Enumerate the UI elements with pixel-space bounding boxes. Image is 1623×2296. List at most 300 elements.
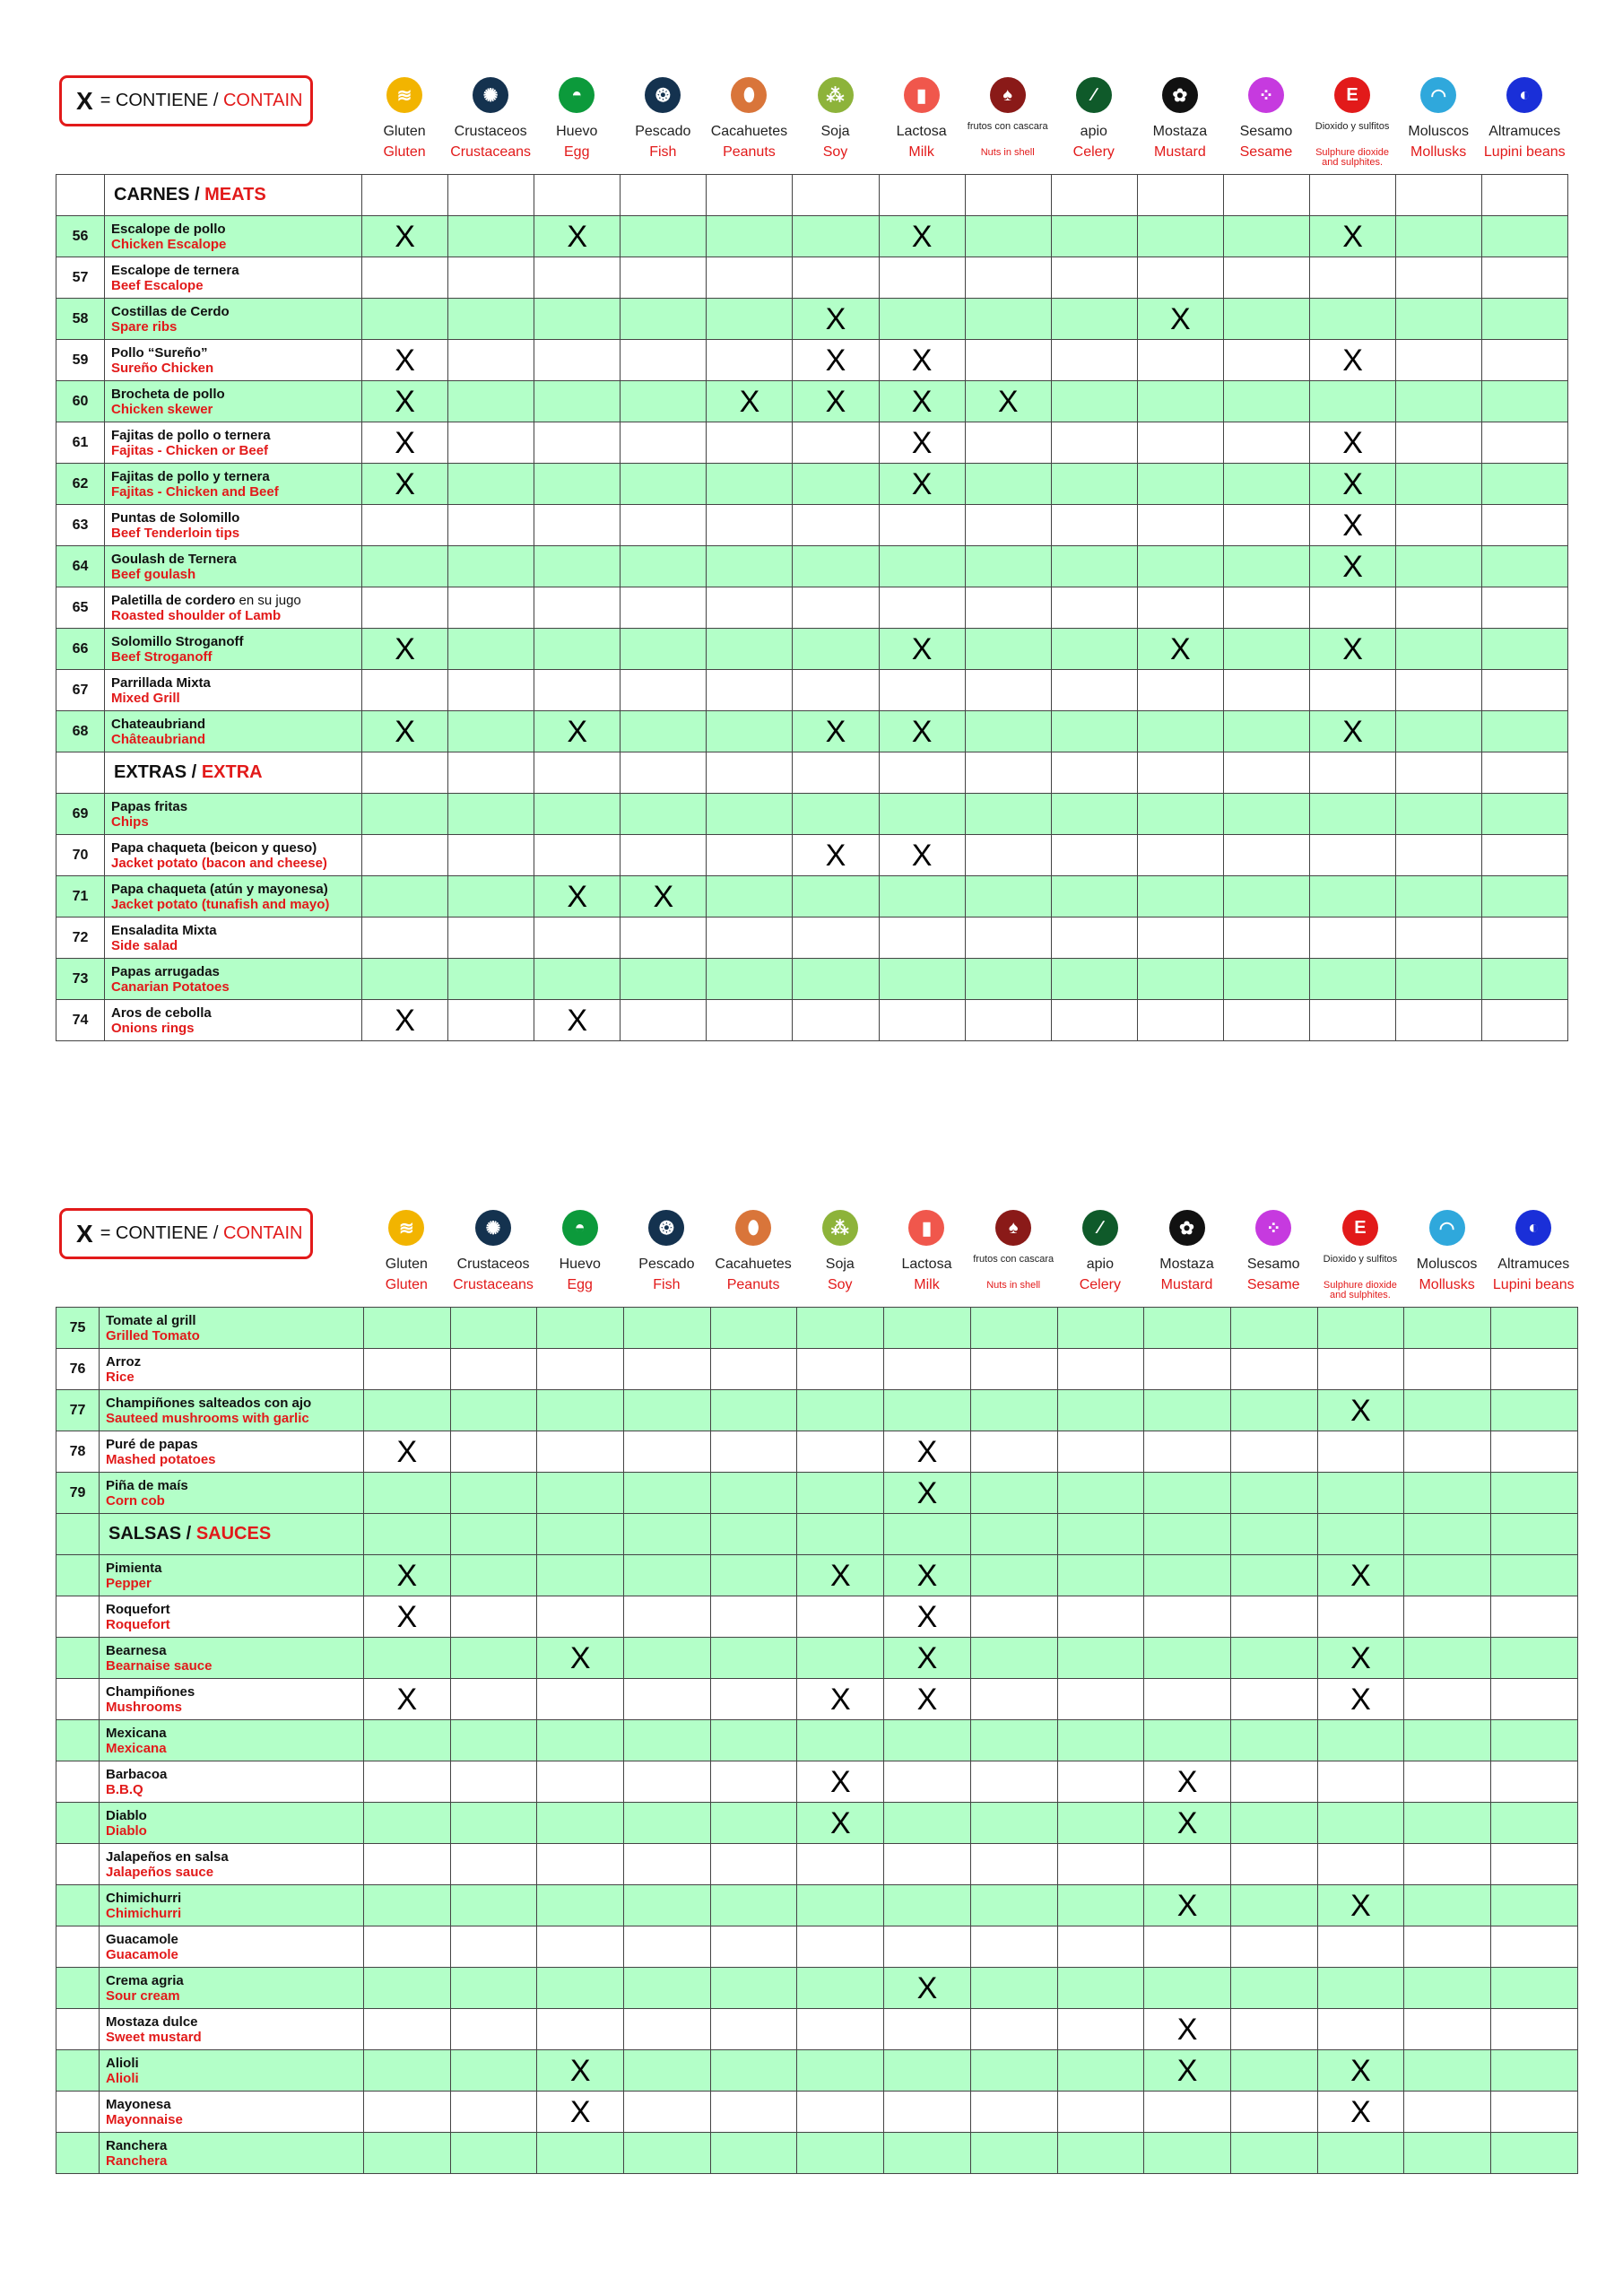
allergen-cell [534, 670, 621, 711]
allergen-cell [1051, 711, 1137, 752]
section-title-en: EXTRA [201, 762, 263, 782]
dish-name-es [106, 1478, 363, 1493]
allergen-cell [1490, 1390, 1577, 1431]
dish-name-es [106, 1354, 363, 1370]
allergen-cell [1230, 1349, 1317, 1390]
allergen-name-en: Mustard [1153, 144, 1206, 160]
allergen-cell [797, 1431, 884, 1473]
allergen-cell [624, 1473, 711, 1514]
allergen-cell [970, 1679, 1057, 1720]
contains-mark: X [884, 1638, 971, 1679]
contains-mark: X [362, 422, 448, 464]
allergen-cell [364, 1473, 451, 1514]
contains-mark: X [793, 711, 879, 752]
allergen-cell [1051, 587, 1137, 629]
row-number: 58 [56, 299, 105, 340]
allergen-cell [710, 1349, 797, 1390]
dish-name [100, 1926, 364, 1968]
allergen-cell [710, 1431, 797, 1473]
allergen-name-en: Milk [914, 1277, 940, 1292]
allergen-cell [450, 2133, 537, 2174]
allergen-cell [1223, 422, 1309, 464]
section-title-es: CARNES / [114, 185, 200, 204]
allergen-cell [450, 1968, 537, 2009]
dish-name-en: Fajitas - Chicken and Beef [111, 483, 279, 500]
allergen-cell [965, 752, 1051, 794]
allergen-cell [624, 2092, 711, 2133]
dish-name [100, 1679, 364, 1720]
allergen-cell [1144, 1844, 1231, 1885]
allergen-cell [450, 1638, 537, 1679]
allergen-cell [970, 2009, 1057, 2050]
allergen-cell [965, 1000, 1051, 1041]
allergen-column-celery [1057, 1208, 1144, 1307]
allergen-cell [448, 959, 534, 1000]
allergen-cell [1490, 2133, 1577, 2174]
allergen-cell [450, 1761, 537, 1803]
soy-icon: ⁂ [822, 1210, 858, 1246]
row-number [56, 1514, 100, 1555]
contains-mark: X [879, 711, 965, 752]
allergen-column-celery [1051, 75, 1137, 174]
allergen-cell [1144, 1926, 1231, 1968]
allergen-cell [448, 299, 534, 340]
allergen-name-es: Altramuces [1497, 1257, 1570, 1272]
allergen-cell [970, 1968, 1057, 2009]
allergen-cell [1310, 752, 1396, 794]
sheet-header [56, 75, 1567, 174]
allergen-cell [1310, 257, 1396, 299]
dish-name-es-text: Brocheta de pollo [111, 386, 225, 402]
allergen-cell [1057, 1308, 1144, 1349]
dish-name-en: Chimichurri [106, 1905, 182, 1921]
allergen-cell [1057, 1514, 1144, 1555]
allergen-cell [1310, 175, 1396, 216]
contains-mark: X [965, 381, 1051, 422]
row-number: 64 [56, 546, 105, 587]
allergen-cell [1057, 1596, 1144, 1638]
dish-name [100, 1761, 364, 1803]
allergen-cell [1144, 1473, 1231, 1514]
dish-name-es [106, 1437, 363, 1452]
allergen-cell [710, 1803, 797, 1844]
sheet-header [56, 1208, 1577, 1307]
allergen-cell [1057, 1926, 1144, 1968]
contains-mark: X [364, 1555, 451, 1596]
table-row [56, 257, 1568, 299]
allergen-cell [707, 752, 793, 794]
dish-name-es [111, 634, 361, 649]
allergen-cell [1057, 1844, 1144, 1885]
dish-name-en: Chicken skewer [111, 401, 213, 417]
allergen-cell [1396, 422, 1482, 464]
allergen-column-nuts-in-shell [965, 75, 1051, 174]
allergen-cell [1051, 959, 1137, 1000]
allergen-cell [1490, 1308, 1577, 1349]
allergen-cell [364, 1390, 451, 1431]
table-row [56, 629, 1568, 670]
allergen-cell [710, 1720, 797, 1761]
dish-name-es [111, 263, 361, 278]
allergen-cell [793, 1000, 879, 1041]
allergen-cell [797, 1968, 884, 2009]
dish-name [100, 1968, 364, 2009]
allergen-cell [1057, 2050, 1144, 2092]
row-number [56, 2092, 100, 2133]
contains-mark: X [362, 1000, 448, 1041]
table-row [56, 1803, 1578, 1844]
dish-name-es-text: Fajitas de pollo o ternera [111, 427, 271, 443]
row-number: 77 [56, 1390, 100, 1431]
allergen-name-es: Moluscos [1408, 124, 1469, 139]
allergen-cell [797, 1349, 884, 1390]
allergen-cell [448, 835, 534, 876]
allergen-cell [1230, 1761, 1317, 1803]
allergen-column-lupini-beans [1481, 75, 1567, 174]
allergen-cell [1404, 1308, 1491, 1349]
allergen-cell [621, 794, 707, 835]
allergen-cell [1396, 876, 1482, 918]
allergen-cell [448, 587, 534, 629]
allergen-cell [707, 299, 793, 340]
allergen-cell [537, 1473, 624, 1514]
allergen-cell [621, 340, 707, 381]
allergen-cell [707, 1000, 793, 1041]
allergen-cell [450, 1885, 537, 1926]
allergen-cell [1310, 794, 1396, 835]
allergen-name-en: Soy [822, 144, 848, 160]
allergen-cell [970, 2133, 1057, 2174]
allergen-cell [1404, 1555, 1491, 1596]
allergen-column-gluten [361, 75, 447, 174]
allergen-cell [621, 299, 707, 340]
dish-name [105, 216, 362, 257]
dish-name-es [106, 2014, 363, 2030]
allergen-name-en: Lupini beans [1492, 1277, 1575, 1292]
allergen-cell [793, 216, 879, 257]
allergen-column-milk [879, 75, 965, 174]
dish-name-es [111, 552, 361, 567]
allergen-cell [1137, 381, 1223, 422]
allergen-column-sulphure-dioxide-and-sulphites- [1309, 75, 1395, 174]
allergen-cell [1137, 876, 1223, 918]
allergen-cell [362, 918, 448, 959]
allergen-column-sulphure-dioxide-and-sulphites- [1317, 1208, 1404, 1307]
table-row [56, 216, 1568, 257]
table-row [56, 2009, 1578, 2050]
dish-name-es [106, 1973, 363, 1988]
contains-mark: X [879, 464, 965, 505]
allergen-cell [970, 1390, 1057, 1431]
allergen-cell [879, 670, 965, 711]
allergen-cell [1223, 546, 1309, 587]
contains-mark: X [879, 422, 965, 464]
allergen-cell [450, 1926, 537, 1968]
dish-name-en: Beef Escalope [111, 277, 204, 293]
allergen-name-es: Moluscos [1416, 1257, 1478, 1272]
dish-name-es [111, 510, 361, 526]
section-title-en: MEATS [204, 185, 266, 204]
allergen-cell [1057, 1431, 1144, 1473]
allergen-cell [1144, 1431, 1231, 1473]
allergen-cell [1057, 1638, 1144, 1679]
allergen-cell [448, 546, 534, 587]
allergen-cell [797, 1720, 884, 1761]
allergen-cell [970, 2092, 1057, 2133]
allergen-cell [707, 464, 793, 505]
row-number: 73 [56, 959, 105, 1000]
allergen-column-mustard [1137, 75, 1223, 174]
allergen-cell [1051, 835, 1137, 876]
allergen-cell [624, 1431, 711, 1473]
allergen-header-row [361, 75, 1567, 174]
dish-name [100, 2133, 364, 2174]
dish-name [105, 422, 362, 464]
table-row [56, 1638, 1578, 1679]
dish-name-en: Sureño Chicken [111, 360, 214, 376]
allergen-cell [1144, 1514, 1231, 1555]
allergen-cell [1396, 794, 1482, 835]
dish-name [105, 381, 362, 422]
allergen-cell [970, 1844, 1057, 1885]
allergen-cell [884, 1885, 971, 1926]
allergen-cell [1482, 422, 1568, 464]
allergen-name-es: Lactosa [896, 124, 947, 139]
table-row [56, 1720, 1578, 1761]
allergen-cell [710, 1514, 797, 1555]
allergen-cell [448, 794, 534, 835]
allergen-cell [797, 1514, 884, 1555]
allergen-cell [707, 959, 793, 1000]
allergen-cell [1310, 876, 1396, 918]
dish-name [100, 1844, 364, 1885]
table-row [56, 1473, 1578, 1514]
dish-name-es [111, 222, 361, 237]
allergen-cell [624, 1803, 711, 1844]
dish-name [105, 1000, 362, 1041]
dish-name [105, 464, 362, 505]
dish-name-en: Mexicana [106, 1740, 167, 1756]
allergen-cell [624, 1968, 711, 2009]
allergen-cell [965, 711, 1051, 752]
allergen-cell [1144, 2133, 1231, 2174]
allergen-cell [1230, 1473, 1317, 1514]
contains-mark: X [879, 216, 965, 257]
allergen-cell [1230, 2050, 1317, 2092]
section-title-es: EXTRAS / [114, 762, 197, 782]
allergen-cell [448, 381, 534, 422]
wheat-icon: ≋ [386, 77, 422, 113]
dish-name-es-text: Mostaza dulce [106, 2013, 198, 2030]
dish-name-es [106, 1561, 363, 1576]
dish-name-en: Mayonnaise [106, 2111, 183, 2127]
allergen-cell [624, 1308, 711, 1349]
dish-name-es [111, 882, 361, 897]
contains-mark: X [1144, 1885, 1231, 1926]
contains-mark: X [362, 464, 448, 505]
allergen-name-en: Peanuts [726, 1277, 780, 1292]
allergen-cell [1230, 1514, 1317, 1555]
allergen-cell [879, 918, 965, 959]
allergen-cell [1223, 1000, 1309, 1041]
allergen-cell [1137, 835, 1223, 876]
allergen-cell [450, 1473, 537, 1514]
allergen-cell [364, 1926, 451, 1968]
row-number: 69 [56, 794, 105, 835]
allergen-cell [1404, 1390, 1491, 1431]
dish-name-es-text: Pollo “Sureño” [111, 344, 208, 361]
allergen-name-es: Dioxido y sulfitos [1323, 1254, 1398, 1265]
allergen-cell [448, 464, 534, 505]
allergen-cell [1396, 587, 1482, 629]
dish-name-es-text: Roquefort [106, 1601, 170, 1617]
allergen-cell [1317, 1473, 1404, 1514]
allergen-cell [362, 175, 448, 216]
allergen-cell [364, 1844, 451, 1885]
dish-name-es-text: Champiñones [106, 1683, 195, 1700]
allergen-cell [621, 670, 707, 711]
allergen-cell [1490, 2092, 1577, 2133]
contains-mark: X [362, 216, 448, 257]
allergen-name-en: Gluten [385, 1277, 428, 1292]
allergen-cell [965, 422, 1051, 464]
allergen-cell [1404, 1514, 1491, 1555]
allergen-cell [624, 1390, 711, 1431]
contains-mark: X [1144, 1761, 1231, 1803]
allergen-cell [1223, 340, 1309, 381]
allergen-cell [965, 918, 1051, 959]
contains-mark: X [884, 1968, 971, 2009]
allergen-column-mustard [1143, 1208, 1230, 1307]
allergen-cell [1482, 299, 1568, 340]
dish-name-es [111, 923, 361, 938]
allergen-name-es: Sesamo [1239, 124, 1293, 139]
fish-icon: ❂ [645, 77, 681, 113]
dish-name-en: Side salad [111, 937, 178, 953]
dish-name-es-text: Aros de cebolla [111, 1004, 212, 1021]
allergen-cell [362, 299, 448, 340]
allergen-cell [624, 1844, 711, 1885]
allergen-cell [1137, 257, 1223, 299]
allergen-cell [1490, 1885, 1577, 1926]
contains-mark: X [884, 1473, 971, 1514]
allergen-cell [1051, 340, 1137, 381]
allergen-name-en: Lupini beans [1483, 144, 1566, 160]
allergen-cell [1317, 1926, 1404, 1968]
allergen-sheet-1 [56, 75, 1567, 1041]
contains-mark: X [362, 340, 448, 381]
allergen-cell [1490, 2009, 1577, 2050]
allergen-name-es: apio [1086, 1257, 1114, 1272]
row-number: 57 [56, 257, 105, 299]
contains-mark: X [364, 1596, 451, 1638]
allergen-cell [1230, 1968, 1317, 2009]
dish-name-en: Bearnaise sauce [106, 1657, 213, 1674]
allergen-cell [884, 2092, 971, 2133]
row-number: 75 [56, 1308, 100, 1349]
allergen-cell [710, 2050, 797, 2092]
allergen-cell [710, 1390, 797, 1431]
allergen-cell [710, 1308, 797, 1349]
dish-name-en: Sauteed mushrooms with garlic [106, 1410, 309, 1426]
dish-name [105, 257, 362, 299]
allergen-cell [1396, 629, 1482, 670]
contains-mark: X [797, 1679, 884, 1720]
dish-name-en: Mushrooms [106, 1699, 183, 1715]
contains-mark: X [1317, 1638, 1404, 1679]
dish-name [105, 587, 362, 629]
allergen-cell [1396, 546, 1482, 587]
allergen-cell [797, 1596, 884, 1638]
allergen-cell [1057, 2133, 1144, 2174]
allergen-cell [450, 1308, 537, 1349]
allergen-cell [1396, 835, 1482, 876]
allergen-cell [793, 794, 879, 835]
table-row [56, 1844, 1578, 1885]
allergen-name-en: Celery [1079, 1277, 1121, 1292]
sulphite-e-icon: E [1334, 77, 1370, 113]
allergen-cell [707, 546, 793, 587]
allergen-cell [884, 1390, 971, 1431]
allergen-cell [1396, 1000, 1482, 1041]
row-number [56, 1885, 100, 1926]
allergen-cell [1223, 629, 1309, 670]
allergen-cell [879, 587, 965, 629]
allergen-cell [624, 2050, 711, 2092]
dish-name-es [111, 345, 361, 361]
allergen-cell [1482, 794, 1568, 835]
dish-name-es-text: Jalapeños en salsa [106, 1848, 229, 1865]
peanut-icon: ⬮ [731, 77, 767, 113]
dish-name-es [106, 2097, 363, 2112]
allergen-cell [537, 1761, 624, 1803]
allergen-cell [621, 835, 707, 876]
allergen-name-es: Gluten [383, 124, 426, 139]
allergen-cell [450, 2050, 537, 2092]
allergen-cell [1482, 216, 1568, 257]
dish-name-en: B.B.Q [106, 1781, 143, 1797]
allergen-cell [450, 1555, 537, 1596]
dish-name [105, 670, 362, 711]
allergen-name-es: Huevo [559, 1257, 601, 1272]
dish-name-es [111, 1005, 361, 1021]
dish-name-es-text: Papa chaqueta (beicon y queso) [111, 839, 317, 856]
allergen-cell [965, 835, 1051, 876]
allergen-cell [1490, 1555, 1577, 1596]
dish-name [100, 2092, 364, 2133]
allergen-cell [707, 422, 793, 464]
dish-name [100, 1390, 364, 1431]
allergen-cell [1137, 711, 1223, 752]
allergen-cell [621, 1000, 707, 1041]
allergen-cell [707, 505, 793, 546]
allergen-cell [797, 2050, 884, 2092]
contains-mark: X [534, 711, 621, 752]
allergen-cell [1223, 216, 1309, 257]
allergen-name-es: Gluten [385, 1257, 428, 1272]
allergen-cell [364, 1968, 451, 2009]
allergen-cell [1230, 1431, 1317, 1473]
allergen-column-crustaceans [450, 1208, 537, 1307]
section-title-es: SALSAS / [108, 1524, 192, 1544]
dish-name [100, 1638, 364, 1679]
allergen-cell [1230, 1390, 1317, 1431]
allergen-cell [364, 1638, 451, 1679]
allergen-cell [1223, 464, 1309, 505]
allergen-cell [621, 422, 707, 464]
allergen-cell [1137, 918, 1223, 959]
dish-name-en: Beef Tenderloin tips [111, 525, 240, 541]
